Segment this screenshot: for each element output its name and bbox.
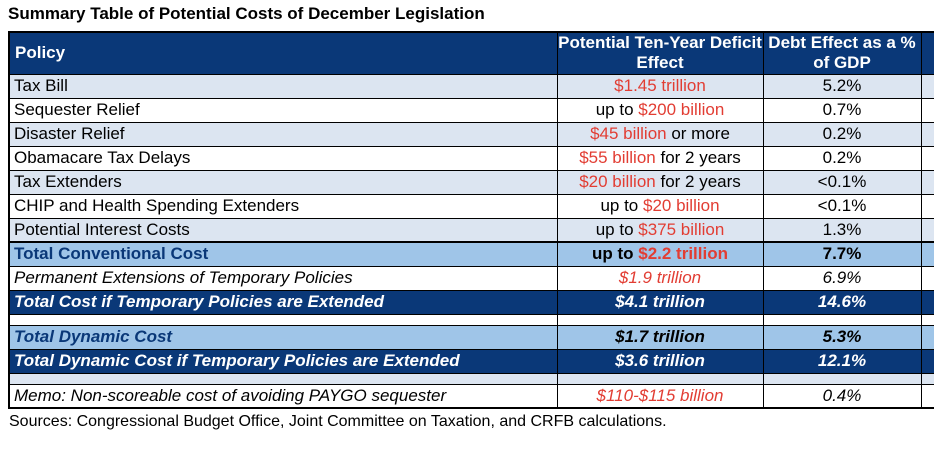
gdp-percent-cell: <0.1%: [763, 194, 921, 218]
value-red-text: $1.9 trillion: [618, 268, 702, 287]
deficit-value-cell: [557, 266, 763, 290]
table-row: [9, 384, 934, 408]
value-red-text: $45 billion: [590, 124, 667, 143]
value-plain-text: up to: [595, 100, 639, 119]
table-row: [9, 266, 934, 290]
policy-cell: [9, 314, 557, 325]
deficit-value-cell: [557, 194, 763, 218]
table-edge-sliver: [921, 170, 934, 194]
table-edge-sliver: [921, 314, 934, 325]
table-edge-sliver: [921, 218, 934, 242]
gdp-percent-cell: <0.1%: [763, 170, 921, 194]
value-red-text: $200 billion: [638, 100, 725, 119]
policy-cell: Total Conventional Cost: [9, 242, 557, 266]
gdp-percent-cell: 0.2%: [763, 146, 921, 170]
table-row: [9, 146, 934, 170]
value-plain-text: $1.7 trillion: [615, 327, 705, 346]
value-plain-text: $3.6 trillion: [615, 351, 705, 370]
table-row: [9, 122, 934, 146]
table-edge-sliver: [921, 194, 934, 218]
gdp-percent-cell: [763, 373, 921, 384]
sources-note: Sources: Congressional Budget Office, Joint Committee on Taxation, and CRFB calculations.: [9, 413, 667, 430]
table-row: [9, 170, 934, 194]
page-title: Summary Table of Potential Costs of December Legislation: [8, 4, 485, 23]
gdp-percent-cell: [763, 314, 921, 325]
deficit-value-cell: [557, 373, 763, 384]
value-red-text: $20 billion: [579, 172, 656, 191]
policy-cell: Tax Bill: [9, 74, 557, 98]
table-edge-sliver: [921, 373, 934, 384]
policy-cell: Total Dynamic Cost: [9, 325, 557, 349]
spacer-row: [9, 314, 934, 325]
deficit-value-cell: [557, 170, 763, 194]
value-plain-text: up to: [591, 244, 639, 264]
deficit-value-cell: [557, 122, 763, 146]
policy-cell: Total Dynamic Cost if Temporary Policies are Extended: [9, 349, 557, 373]
deficit-value-cell: [557, 349, 763, 373]
summary-table: [8, 31, 934, 409]
table-edge-sliver: [921, 266, 934, 290]
deficit-value-cell: [557, 98, 763, 122]
table-edge-sliver: [921, 325, 934, 349]
gdp-percent-cell: 1.3%: [763, 218, 921, 242]
policy-cell: Memo: Non-scoreable cost of avoiding PAYGO sequester: [9, 384, 557, 408]
gdp-percent-cell: 0.2%: [763, 122, 921, 146]
value-plain-text: $4.1 trillion: [615, 292, 705, 311]
deficit-value-cell: [557, 325, 763, 349]
policy-cell: Potential Interest Costs: [9, 218, 557, 242]
deficit-value-cell: [557, 384, 763, 408]
value-red-text: $110-$115 billion: [596, 385, 724, 405]
gdp-percent-cell: 7.7%: [763, 242, 921, 266]
table-row: [9, 194, 934, 218]
policy-cell: Obamacare Tax Delays: [9, 146, 557, 170]
value-red-text: $2.2 trillion: [638, 244, 728, 264]
gdp-percent-cell: 6.9%: [763, 266, 921, 290]
table-row: [9, 98, 934, 122]
value-red-text: $1.45 trillion: [614, 76, 706, 95]
deficit-value-cell: [557, 146, 763, 170]
column-header-policy: Policy: [9, 32, 557, 74]
value-plain-text: for 2 years: [655, 172, 741, 191]
table-edge-sliver: [921, 146, 934, 170]
table-row: [9, 349, 934, 373]
policy-cell: Total Cost if Temporary Policies are Extended: [9, 290, 557, 314]
table-row: [9, 325, 934, 349]
table-row: [9, 242, 934, 266]
value-red-text: $55 billion: [579, 148, 656, 167]
column-header-debt-effect: Debt Effect as a % of GDP: [763, 32, 921, 74]
deficit-value-cell: [557, 218, 763, 242]
table-edge-sliver: [921, 384, 934, 408]
column-header-deficit-effect: Potential Ten-Year Deficit Effect: [558, 33, 762, 73]
policy-cell: Sequester Relief: [9, 98, 557, 122]
deficit-value-cell: [557, 314, 763, 325]
table-row: [9, 74, 934, 98]
deficit-value-cell: [557, 290, 763, 314]
deficit-value-cell: [557, 242, 763, 266]
policy-cell: Permanent Extensions of Temporary Policies: [9, 266, 557, 290]
spacer-row: [9, 373, 934, 384]
gdp-percent-cell: 0.4%: [763, 384, 921, 408]
table-edge-sliver: [921, 98, 934, 122]
gdp-percent-cell: 0.7%: [763, 98, 921, 122]
table-row: [9, 290, 934, 314]
table-edge-sliver: [921, 242, 934, 266]
table-row: [9, 218, 934, 242]
gdp-percent-cell: 5.2%: [763, 74, 921, 98]
gdp-percent-cell: 5.3%: [763, 325, 921, 349]
value-plain-text: up to: [595, 219, 639, 239]
header-row: [9, 32, 934, 74]
value-plain-text: for 2 years: [655, 148, 741, 167]
gdp-percent-cell: 14.6%: [763, 290, 921, 314]
value-red-text: $20 billion: [642, 196, 720, 215]
value-plain-text: up to: [600, 196, 643, 215]
table-edge-sliver: [921, 122, 934, 146]
policy-cell: Disaster Relief: [9, 122, 557, 146]
table-edge-sliver: [921, 290, 934, 314]
table-edge-sliver: [921, 32, 934, 74]
value-red-text: $375 billion: [638, 219, 725, 239]
policy-cell: [9, 373, 557, 384]
value-plain-text: or more: [666, 124, 730, 143]
table-edge-sliver: [921, 74, 934, 98]
policy-cell: CHIP and Health Spending Extenders: [9, 194, 557, 218]
policy-cell: Tax Extenders: [9, 170, 557, 194]
gdp-percent-cell: 12.1%: [763, 349, 921, 373]
deficit-value-cell: [557, 74, 763, 98]
table-edge-sliver: [921, 349, 934, 373]
